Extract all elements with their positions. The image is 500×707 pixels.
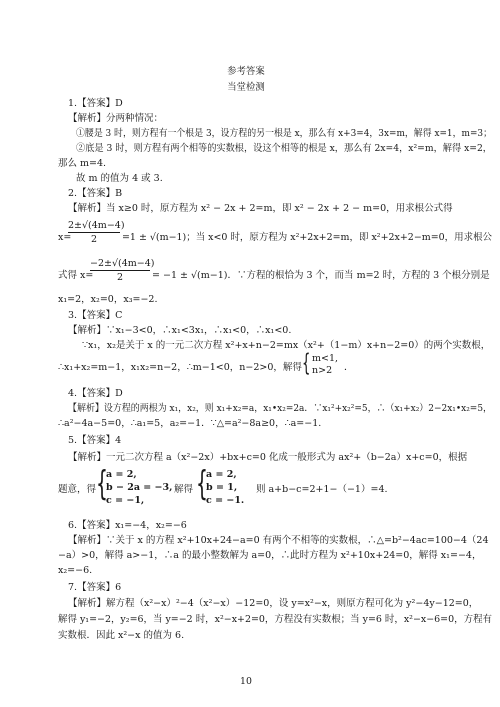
q1-answer: 1.【答案】D xyxy=(68,98,123,109)
q7-line: 解得 y₁=−2，y₂=6，当 y=−2 时，x²−x+2=0，方程没有实数根；当 y=6 时，x²−x−6=0，方程有 xyxy=(58,614,492,625)
fraction-bar xyxy=(90,270,150,271)
q3-answer: 3.【答案】C xyxy=(68,310,123,321)
system-row: b = 1, xyxy=(206,482,238,493)
q5-mid: 解得 xyxy=(174,484,194,495)
q6-line: −a）>0，解得 a>−1，∴a 的最小整数解为 a=0，∴此时方程为 x²+10x+24=0，解得 x₁=−4， xyxy=(58,550,482,561)
system-row: a = 2, xyxy=(106,469,137,480)
q4-line: ∴a²−4a−5=0，∴a₁=5，a₂=−1．∵△=a²−8a≥0，∴a=−1. xyxy=(58,418,322,429)
q1-line: ①腰是 3 时，则方程有一个根是 3，设方程的另一根是 x，那么有 x+3=4，3x=m，解得 x=1，m=3； xyxy=(76,128,492,139)
page-title: 参考答案 xyxy=(227,66,265,77)
q2-line: 【解析】当 x≥0 时，原方程为 x² − 2x + 2=m，即 x² − 2x + 2 − m=0，用求根公式得 xyxy=(68,203,453,214)
q6-line: 【解析】∵关于 x 的方程 x²+10x+24−a=0 有两个不相等的实数根，∴△=b²−4ac=100−4（24 xyxy=(68,535,489,546)
q7-line: 实数根．因此 x²−x 的值为 6. xyxy=(58,630,185,641)
q2-line-prefix: 式得 x= xyxy=(58,270,94,281)
system-row: c = −1, xyxy=(106,495,145,506)
q2-fraction-1 xyxy=(68,220,125,245)
q5-lead: 题意，得 xyxy=(58,484,97,495)
q2-line: = −1 ± √(m−1)．∵方程的根恰为 3 个，而当 m=2 时，方程的 3 个根分别是 xyxy=(152,270,490,281)
q7-answer: 7.【答案】6 xyxy=(68,582,122,593)
system-row: a = 2, xyxy=(206,469,237,480)
q2-line: x₁=2，x₂=0，x₃=−2. xyxy=(58,294,158,305)
q3-line: 【解析】∵x₁−3<0，∴x₁<3x₁，∴x₁<0，∴x₁<0. xyxy=(68,325,292,336)
q2-fraction-2 xyxy=(90,258,155,283)
q5-line: 【解析】一元二次方程 a（x²−2x）+bx+c=0 化成一般形式为 ax²+（b−2a）x+c=0，根据 xyxy=(68,452,468,463)
system-brace: { xyxy=(302,349,311,377)
q5-system-2 xyxy=(206,468,244,507)
q5-system-1 xyxy=(106,468,172,507)
system-brace: { xyxy=(96,464,108,504)
q7-line: 【解析】解方程（x²−x）²−4（x²−x）−12=0，设 y=x²−x，则原方程可化为 y²−4y−12=0， xyxy=(68,598,479,609)
q1-line: ②底是 3 时，则方程有两个相等的实数根，设这个相等的根是 x，那么有 2x=4，x²=m，解得 x=2， xyxy=(76,143,492,154)
q6-line: x₂=−6. xyxy=(58,565,93,576)
q6-answer: 6.【答案】x₁=−4，x₂=−6 xyxy=(68,520,187,531)
fraction-numerator: −2±√(4m−4) xyxy=(90,258,155,269)
q1-line: 故 m 的值为 4 或 3. xyxy=(76,173,163,184)
page-number: 10 xyxy=(240,676,252,687)
q3-line: ∴x₁+x₂=m−1，x₁x₂=n−2，∴m−1<0，n−2>0，解得 xyxy=(58,362,302,373)
fraction-bar xyxy=(68,232,120,233)
q5-answer: 5.【答案】4 xyxy=(68,435,122,446)
system-row: c = −1. xyxy=(206,495,245,506)
q1-line: 那么 m=4. xyxy=(58,158,107,169)
system-brace: { xyxy=(196,464,208,504)
fraction-denominator: 2 xyxy=(90,234,98,245)
system-row: b − 2a = −3, xyxy=(106,482,173,493)
q3-line: ∵x₁，x₂是关于 x 的一元二次方程 x²+x+n−2=mx（x²+（1−m）x+n−2=0）的两个实数根， xyxy=(82,340,491,351)
page-subtitle: 当堂检测 xyxy=(227,82,265,93)
system-row: n>2 xyxy=(312,365,333,376)
q4-answer: 4.【答案】D xyxy=(68,388,123,399)
q5-tail: 则 a+b−c=2+1−（−1）=4. xyxy=(256,484,388,495)
fraction-numerator: 2±√(4m−4) xyxy=(68,220,125,231)
q4-line: 【解析】设方程的两根为 x₁，x₂，则 x₁+x₂=a，x₁•x₂=2a．∵x₁²+x₂²=5，∴（x₁+x₂）2−2x₁•x₂=5， xyxy=(68,403,492,414)
q2-line-prefix: x= xyxy=(58,232,72,243)
system-row: m<1, xyxy=(312,353,339,364)
q1-line: 【解析】分两种情况： xyxy=(68,113,164,124)
q2-answer: 2.【答案】B xyxy=(68,188,123,199)
q2-line: =1 ± √(m−1)；当 x<0 时，原方程为 x²+2x+2=m，即 x²+2x+2−m=0，用求根公 xyxy=(122,232,492,243)
q3-line-end: ． xyxy=(344,362,354,373)
q3-system xyxy=(312,353,338,377)
fraction-denominator: 2 xyxy=(116,272,124,283)
